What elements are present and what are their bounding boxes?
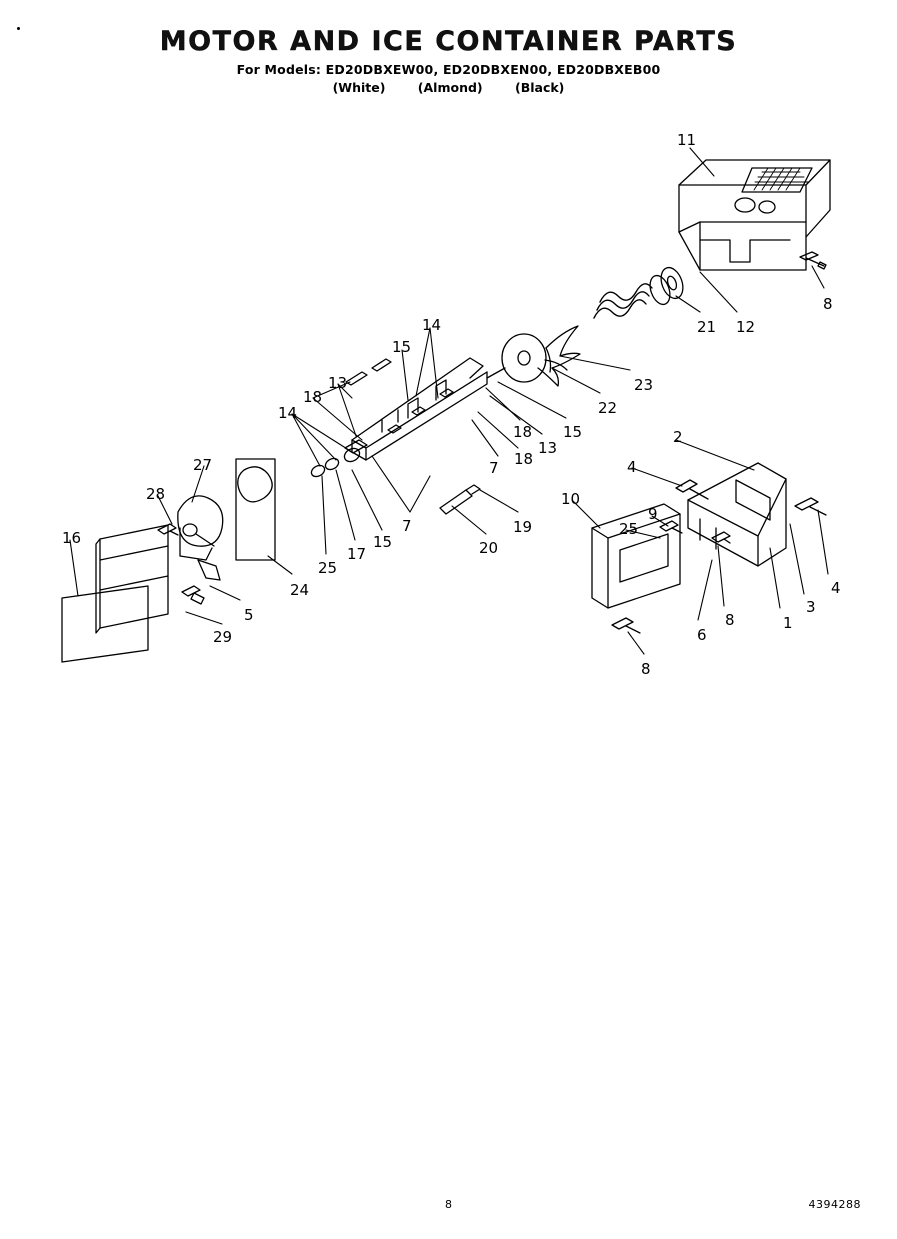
blade-22	[545, 360, 567, 370]
callout-15-right: 15	[563, 423, 583, 441]
callout-25-right: 25	[619, 520, 639, 538]
callout-5: 5	[244, 606, 254, 624]
callout-7-lower: 7	[402, 517, 412, 535]
color-black: (Black)	[515, 80, 565, 95]
callout-20: 20	[479, 539, 499, 557]
callout-24: 24	[290, 581, 310, 599]
callout-11: 11	[677, 131, 697, 149]
auger-shaft-assembly	[346, 358, 505, 460]
callout-3: 3	[806, 598, 816, 616]
callout-18-mid: 18	[514, 450, 534, 468]
callout-10: 10	[561, 490, 581, 508]
callout-18-right: 18	[513, 423, 533, 441]
models-line	[0, 62, 897, 77]
callout-25-left: 25	[318, 559, 338, 577]
callout-28: 28	[146, 485, 166, 503]
page-title: MOTOR AND ICE CONTAINER PARTS	[159, 26, 738, 57]
callout-1: 1	[783, 614, 793, 632]
ice-container-bin	[679, 160, 830, 270]
document-number: 4394288	[808, 1198, 861, 1211]
callout-4-lower: 4	[831, 579, 841, 597]
bracket-assembly-right	[660, 463, 826, 566]
page-number: 8	[445, 1198, 452, 1211]
callout-8-bottom: 8	[641, 660, 651, 678]
callout-21: 21	[697, 318, 717, 336]
callout-17: 17	[347, 545, 367, 563]
callout-29: 29	[213, 628, 233, 646]
callout-15-lower: 15	[373, 533, 393, 551]
callout-12: 12	[736, 318, 756, 336]
callout-13-right: 13	[538, 439, 558, 457]
screw-8-top	[800, 252, 826, 269]
callout-8-top: 8	[823, 295, 833, 313]
callout-18-upper: 18	[303, 388, 323, 406]
callout-4-upper: 4	[627, 458, 637, 476]
spring-21	[594, 284, 652, 318]
models-list: ED20DBXEW00, ED20DBXEN00, ED20DBXEB00	[325, 62, 661, 77]
callout-7-upper: 7	[489, 459, 499, 477]
plate-24	[236, 459, 275, 560]
callout-2: 2	[673, 428, 683, 446]
callout-19: 19	[513, 518, 533, 536]
auger-washer-12	[646, 265, 686, 308]
callout-13-upper: 13	[328, 374, 348, 392]
callout-15-upper: 15	[392, 338, 412, 356]
callout-14-upper: 14	[422, 316, 442, 334]
colors-line	[0, 80, 897, 95]
color-white: (White)	[332, 80, 386, 95]
auger-motor-27	[158, 496, 223, 604]
models-label: For Models:	[236, 62, 322, 77]
callout-22: 22	[598, 399, 618, 417]
impeller-23	[502, 326, 580, 386]
callout-8-mid: 8	[725, 611, 735, 629]
callout-23: 23	[634, 376, 654, 394]
callout-27: 27	[193, 456, 213, 474]
bushing-group-left	[309, 440, 367, 479]
rod-19-20	[440, 485, 480, 514]
leader-lines	[70, 148, 828, 654]
callout-14-lower: 14	[278, 404, 298, 422]
callout-16: 16	[62, 529, 82, 547]
callout-6: 6	[697, 626, 707, 644]
callout-9: 9	[648, 505, 658, 523]
color-almond: (Almond)	[417, 80, 483, 95]
